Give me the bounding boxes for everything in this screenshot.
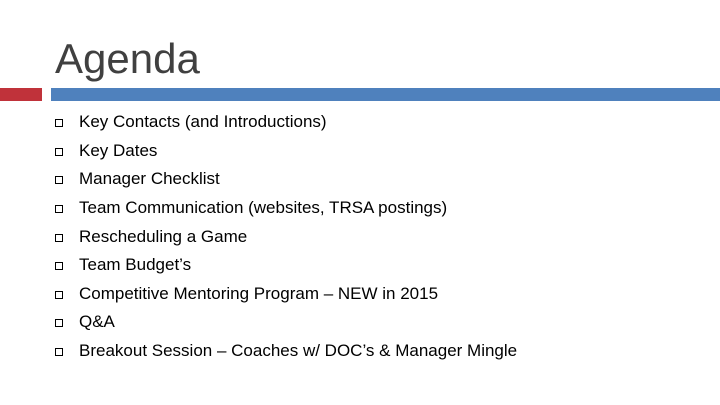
agenda-item: [55, 108, 695, 137]
square-bullet-icon: [55, 319, 63, 327]
agenda-item-text: Key Dates: [79, 140, 158, 160]
agenda-item: [55, 337, 695, 366]
square-bullet-icon: [55, 176, 63, 184]
agenda-item-text: Competitive Mentoring Program – NEW in 2015: [79, 283, 439, 303]
agenda-item: [55, 251, 695, 280]
agenda-item-text: Q&A: [79, 312, 115, 332]
accent-bar-blue: [51, 88, 720, 101]
slide-title: Agenda: [55, 35, 200, 82]
agenda-list: [55, 108, 695, 365]
agenda-item-text: Manager Checklist: [79, 169, 220, 189]
accent-bar-red: [0, 88, 42, 101]
agenda-item-text: Team Communication (websites, TRSA postings): [79, 198, 448, 218]
agenda-item: [55, 165, 695, 194]
agenda-item: [55, 280, 695, 309]
agenda-item: [55, 308, 695, 337]
square-bullet-icon: [55, 205, 63, 213]
agenda-item-text: Team Budget’s: [79, 255, 192, 275]
square-bullet-icon: [55, 119, 63, 127]
agenda-item: [55, 222, 695, 251]
agenda-item-text: Key Contacts (and Introductions): [79, 112, 327, 132]
agenda-item-text: Rescheduling a Game: [79, 226, 248, 246]
square-bullet-icon: [55, 148, 63, 156]
square-bullet-icon: [55, 262, 63, 270]
agenda-item: [55, 194, 695, 223]
agenda-item: [55, 137, 695, 166]
square-bullet-icon: [55, 348, 63, 356]
agenda-item-text: Breakout Session – Coaches w/ DOC’s & Manager Mingle: [79, 341, 518, 361]
square-bullet-icon: [55, 291, 63, 299]
square-bullet-icon: [55, 234, 63, 242]
